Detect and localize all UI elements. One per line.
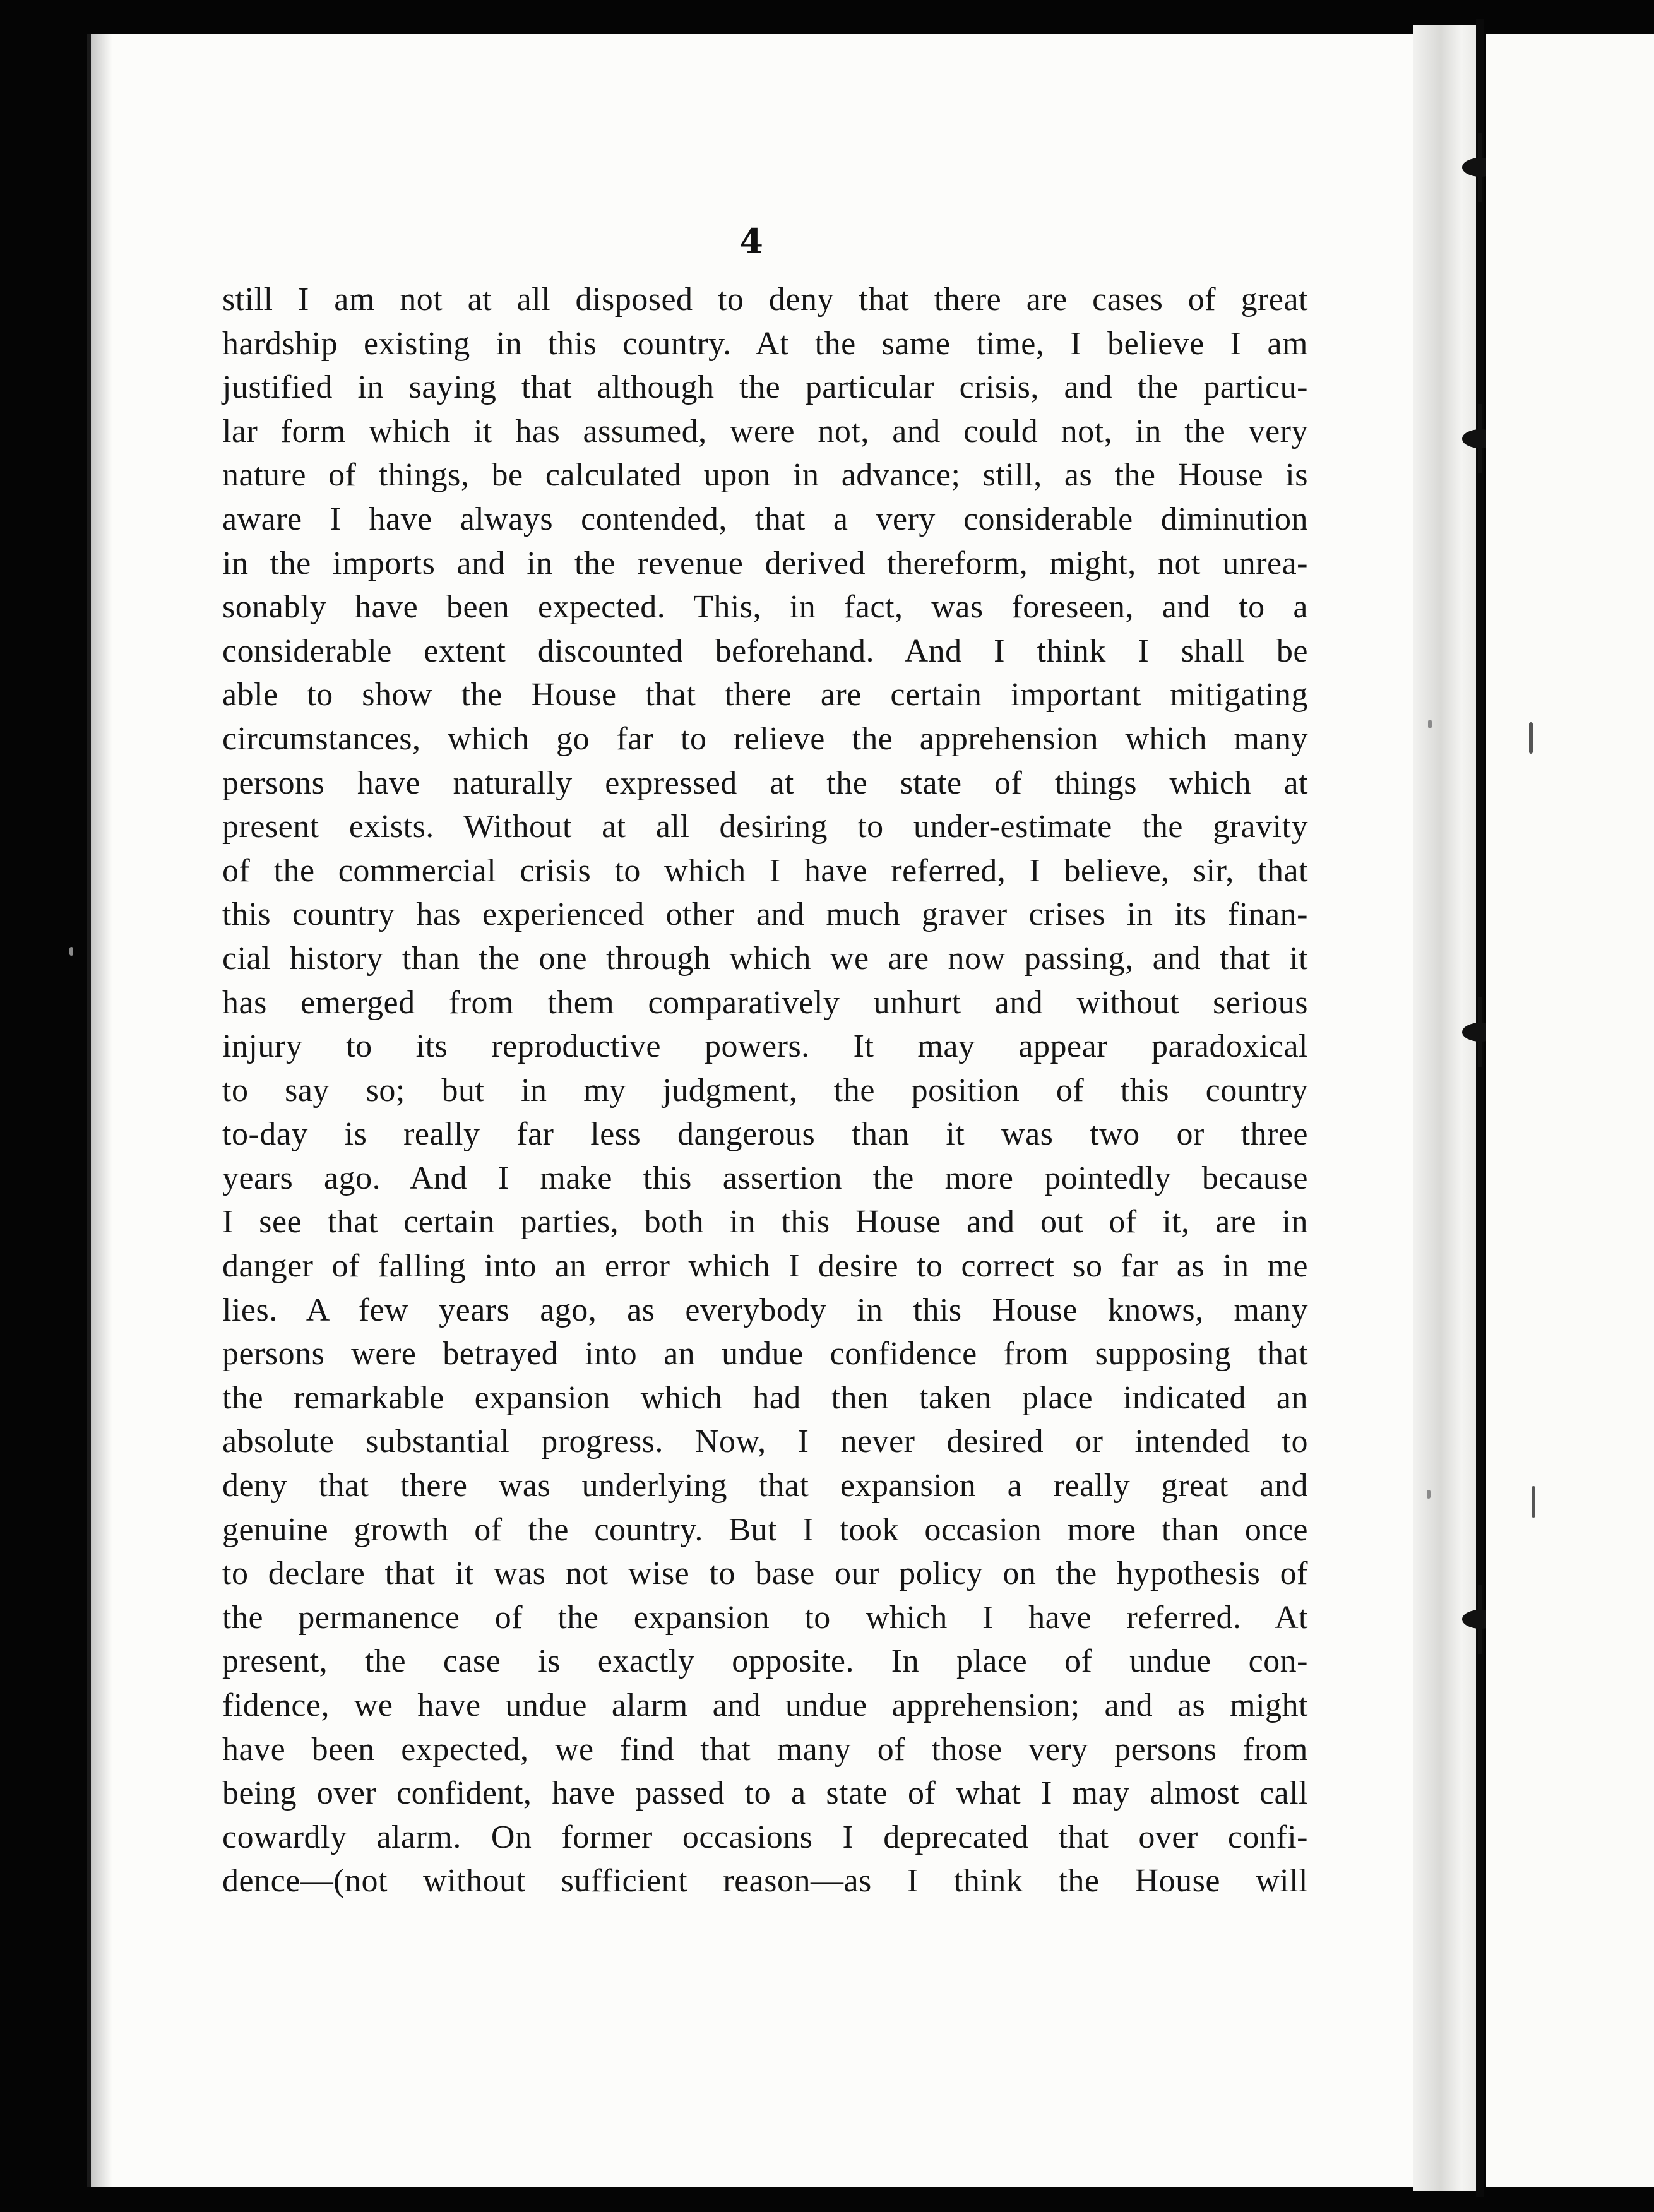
text-line: years ago. And I make this assertion the more pointedly because <box>222 1160 1308 1196</box>
book-gutter <box>1413 25 1482 2191</box>
text-line: I see that certain parties, both in this House and out of it, are in <box>222 1204 1308 1240</box>
text-line: deny that there was underlying that expansion a really great and <box>222 1468 1308 1504</box>
text-line: circumstances, which go far to relieve the apprehension which many <box>222 720 1308 757</box>
text-line: justified in saying that although the particular crisis, and the particu- <box>222 369 1308 406</box>
text-line: to declare that it was not wise to base our policy on the hypothesis of <box>222 1555 1308 1592</box>
text-line: the permanence of the expansion to which I have referred. At <box>222 1599 1308 1636</box>
text-line: lies. A few years ago, as everybody in this House knows, many <box>222 1292 1308 1328</box>
text-line: persons have naturally expressed at the state of things which at <box>222 764 1308 801</box>
text-line: fidence, we have undue alarm and undue apprehension; and as might <box>222 1687 1308 1723</box>
facing-page <box>1486 34 1654 2187</box>
text-line: aware I have always contended, that a very considerable diminution <box>222 501 1308 537</box>
text-line: have been expected, we find that many of those very persons from <box>222 1731 1308 1768</box>
text-line: genuine growth of the country. But I took occasion more than once <box>222 1511 1308 1548</box>
text-line: of the commercial crisis to which I have referred, I believe, sir, that <box>222 852 1308 889</box>
scan-speck <box>1427 1490 1431 1499</box>
text-line: cial history than the one through which we are now passing, and that it <box>222 940 1308 977</box>
text-line: present, the case is exactly opposite. In place of undue con- <box>222 1643 1308 1680</box>
text-line: danger of falling into an error which I desire to correct so far as in me <box>222 1248 1308 1285</box>
text-line: to-day is really far less dangerous than it was two or three <box>222 1116 1308 1153</box>
text-line: sonably have been expected. This, in fact, was foreseen, and to a <box>222 589 1308 626</box>
text-line: injury to its reproductive powers. It may appear paradoxical <box>222 1028 1308 1065</box>
text-line: lar form which it has assumed, were not, and could not, in the very <box>222 413 1308 449</box>
text-line: dence—(not without sufficient reason—as I think the House will <box>222 1863 1308 1900</box>
page-number: 4 <box>739 221 763 261</box>
text-line: absolute substantial progress. Now, I never desired or intended to <box>222 1424 1308 1460</box>
text-line: in the imports and in the revenue derived thereform, might, not unrea- <box>222 545 1308 581</box>
text-line: persons were betrayed into an undue confidence from supposing that <box>222 1336 1308 1372</box>
text-line: being over confident, have passed to a state of what I may almost call <box>222 1775 1308 1812</box>
text-line: able to show the House that there are certain important mitigating <box>222 677 1308 713</box>
text-line: has emerged from them comparatively unhurt and without serious <box>222 984 1308 1021</box>
text-line: nature of things, be calculated upon in advance; still, as the House is <box>222 457 1308 494</box>
text-line: to say so; but in my judgment, the position of this country <box>222 1072 1308 1109</box>
text-line: cowardly alarm. On former occasions I deprecated that over confi- <box>222 1819 1308 1855</box>
text-line: this country has experienced other and much graver crises in its finan- <box>222 896 1308 933</box>
text-line: present exists. Without at all desiring to under-estimate the gravity <box>222 809 1308 845</box>
text-line: hardship existing in this country. At the same time, I believe I am <box>222 325 1308 362</box>
page-edge-shadow <box>87 34 112 2187</box>
text-line: considerable extent discounted beforehand. And I think I shall be <box>222 633 1308 669</box>
facing-page-mark <box>1532 1486 1535 1518</box>
text-line: still I am not at all disposed to deny that there are cases of great <box>222 282 1308 318</box>
body-text <box>222 278 1308 1903</box>
text-line: the remarkable expansion which had then taken place indicated an <box>222 1379 1308 1416</box>
binding-spine <box>1476 19 1484 2197</box>
scan-speck <box>69 947 73 956</box>
scan-speck <box>1428 720 1432 728</box>
facing-page-mark <box>1529 722 1533 754</box>
